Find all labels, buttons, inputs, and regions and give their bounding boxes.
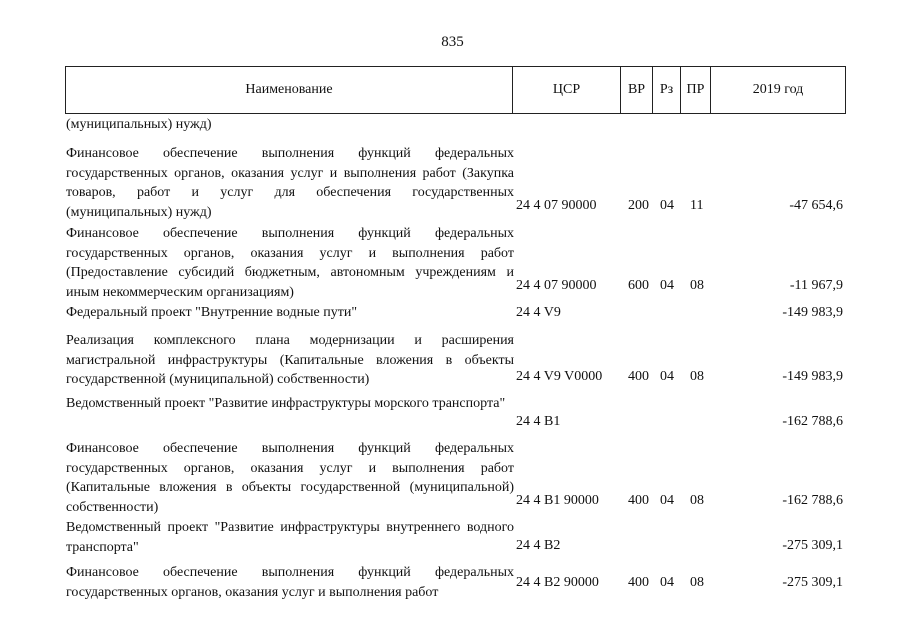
page-number: 835 <box>441 34 464 50</box>
row-csr: 24 4 07 90000 <box>516 198 597 213</box>
row-pr: 08 <box>690 575 704 590</box>
row-pr: 11 <box>690 198 704 213</box>
row-rz: 04 <box>660 369 674 384</box>
header-csr: ЦСР <box>513 67 621 114</box>
row-name: Ведомственный проект "Развитие инфраструктуры морского транспорта" <box>66 396 506 411</box>
row-vr: 400 <box>628 493 649 508</box>
row-name: Финансовое обеспечение выполнения функций федеральных государственных органов, оказания услуг и выполнения работ (Предоставление субсидий бюджетным, автономным учреждениям и иным некоммерческим организациям) <box>66 226 514 300</box>
row-amount: -47 654,6 <box>789 198 843 213</box>
row-pr: 08 <box>690 493 704 508</box>
row-csr: 24 4 B2 90000 <box>516 575 599 590</box>
row-amount: -149 983,9 <box>782 369 843 384</box>
row-amount: -149 983,9 <box>782 305 843 320</box>
row-amount: -275 309,1 <box>782 575 843 590</box>
row-csr: 24 4 B2 <box>516 538 561 553</box>
row-vr: 400 <box>628 575 649 590</box>
row-csr: 24 4 V9 <box>516 305 561 320</box>
table-header <box>65 66 846 114</box>
row-name: Финансовое обеспечение выполнения функций федеральных государственных органов, оказания услуг и выполнения работ (Закупка товаров, работ и услуг для обеспечения государственных (муниципальных) нужд) <box>66 146 514 220</box>
row-name: Реализация комплексного плана модернизации и расширения магистральной инфраструктуры (Капитальные вложения в объекты государственной (муниципальной) собственности) <box>66 333 514 387</box>
row-vr: 400 <box>628 369 649 384</box>
row-rz: 04 <box>660 493 674 508</box>
row-name: Финансовое обеспечение выполнения функций федеральных государственных органов, оказания услуг и выполнения работ <box>66 565 514 600</box>
header-vr: ВР <box>621 67 653 114</box>
row-amount: -11 967,9 <box>789 278 843 293</box>
row-name: Ведомственный проект "Развитие инфраструктуры внутреннего водного транспорта" <box>66 520 514 555</box>
row-amount: -162 788,6 <box>782 493 843 508</box>
row-rz: 04 <box>660 575 674 590</box>
row-name: Финансовое обеспечение выполнения функций федеральных государственных органов, оказания услуг и выполнения работ (Капитальные вложения в объекты государственной (муниципальной) собственности) <box>66 441 514 515</box>
header-year: 2019 год <box>711 67 846 114</box>
row-vr: 600 <box>628 278 649 293</box>
header-name: Наименование <box>66 67 513 114</box>
row-pr: 08 <box>690 278 704 293</box>
row-csr: 24 4 07 90000 <box>516 278 597 293</box>
row-rz: 04 <box>660 198 674 213</box>
header-pr: ПР <box>681 67 711 114</box>
row-pr: 08 <box>690 369 704 384</box>
header-rz: Рз <box>653 67 681 114</box>
row-name: (муниципальных) нужд) <box>66 117 212 132</box>
row-rz: 04 <box>660 278 674 293</box>
row-name: Федеральный проект "Внутренние водные пути" <box>66 305 358 320</box>
row-csr: 24 4 B1 90000 <box>516 493 599 508</box>
row-amount: -275 309,1 <box>782 538 843 553</box>
row-csr: 24 4 V9 V0000 <box>516 369 603 384</box>
row-vr: 200 <box>628 198 649 213</box>
row-csr: 24 4 B1 <box>516 414 561 429</box>
row-amount: -162 788,6 <box>782 414 843 429</box>
